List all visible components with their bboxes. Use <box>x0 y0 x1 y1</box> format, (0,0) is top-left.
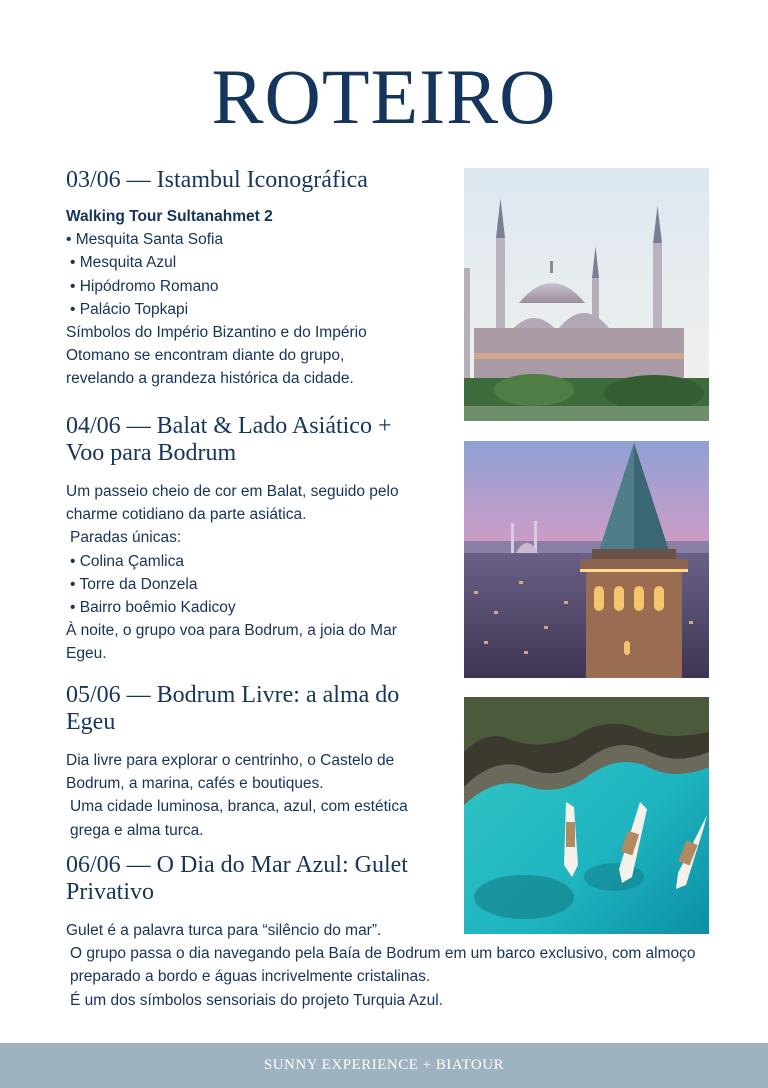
footer-text: SUNNY EXPERIENCE + BIATOUR <box>263 1057 505 1073</box>
day-2-bullet: • Colina Çamlica <box>66 550 411 573</box>
day-3-text-1: Dia livre para explorar o centrinho, o Castelo de Bodrum, a marina, cafés e boutiques. <box>66 752 399 793</box>
day-1-title: 03/06 — Istambul Iconográfica <box>66 167 368 193</box>
day-2-body <box>66 480 411 666</box>
day-3-body <box>66 749 416 842</box>
day-4-text-2: O grupo passa o dia navegando pela Baía de Bodrum em um barco exclusivo, com almoço preparado a bordo e águas incrivelmente cristalinas. <box>70 945 700 986</box>
day-2-text: À noite, o grupo voa para Bodrum, a joia do Mar Egeu. <box>66 622 402 663</box>
day-1-subtitle: Walking Tour Sultanahmet 2 <box>66 208 273 225</box>
day-1-bullet: • Mesquita Azul <box>66 251 446 274</box>
day-1-bullet: • Mesquita Santa Sofia <box>66 228 446 251</box>
day-3-title: 05/06 — Bodrum Livre: a alma do Egeu <box>66 682 400 735</box>
gulet-boats-photo <box>464 697 709 934</box>
blue-mosque-photo <box>464 168 709 421</box>
day-4-text-1: Gulet é a palavra turca para “silêncio do mar”. <box>66 922 382 939</box>
day-2-stops-label: Paradas únicas: <box>70 529 182 547</box>
day-1-text: Símbolos do Império Bizantino e do Império Otomano se encontram diante do grupo, revelando a grandeza histórica da cidade. <box>66 324 371 388</box>
day-2-bullet: • Bairro boêmio Kadicoy <box>66 596 411 619</box>
day-2-intro: Um passeio cheio de cor em Balat, seguido pelo charme cotidiano da parte asiática. <box>66 483 403 524</box>
day-2-title: 04/06 — Balat & Lado Asiático + Voo para Bodrum <box>66 413 392 466</box>
day-1-body <box>66 205 446 391</box>
day-4-text-3: É um dos símbolos sensoriais do projeto Turquia Azul. <box>70 991 444 1009</box>
page-title: ROTEIRO <box>211 53 557 140</box>
day-1-bullet: • Palácio Topkapi <box>66 298 446 321</box>
footer <box>0 1043 768 1088</box>
day-2-bullet: • Torre da Donzela <box>66 573 411 596</box>
galata-tower-photo <box>464 441 709 678</box>
day-3-text-2: Uma cidade luminosa, branca, azul, com estética grega e alma turca. <box>70 798 413 839</box>
day-4-title: 06/06 — O Dia do Mar Azul: Gulet Privativo <box>66 852 408 905</box>
day-1-bullet: • Hipódromo Romano <box>66 275 446 298</box>
